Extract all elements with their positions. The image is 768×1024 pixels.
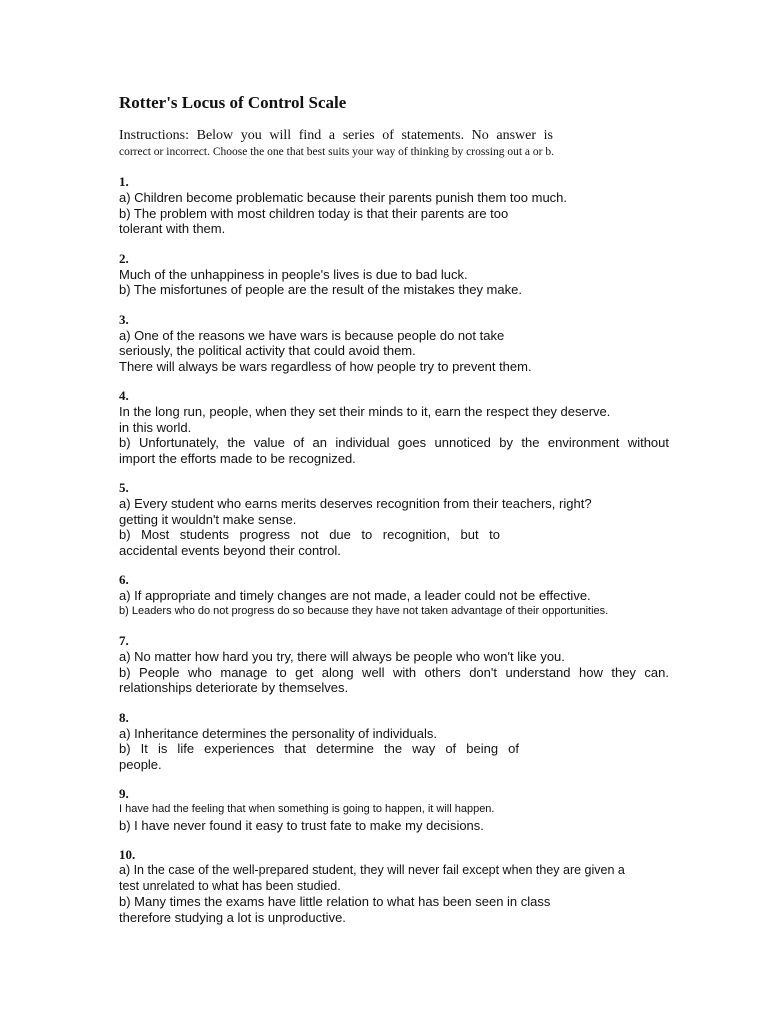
question-8 xyxy=(119,710,669,773)
question-line: seriously, the political activity that could avoid them. xyxy=(119,343,416,358)
question-line: b) I have never found it easy to trust fate to make my decisions. xyxy=(119,817,484,833)
question-number: 8. xyxy=(119,709,129,725)
question-number: 7. xyxy=(119,633,129,648)
question-line: test unrelated to what has been studied. xyxy=(119,878,341,893)
question-line: relationships deteriorate by themselves. xyxy=(119,680,349,695)
question-line: Much of the unhappiness in people's lives is due to bad luck. xyxy=(119,266,468,282)
instructions-line-1: Instructions: Below you will find a series of statements. No answer is xyxy=(119,128,553,143)
question-number: 9. xyxy=(119,786,129,801)
question-line: a) In the case of the well-prepared student, they will never fail except when they are given a xyxy=(119,863,625,877)
document-page xyxy=(119,92,669,939)
question-2 xyxy=(119,251,669,298)
question-line: a) If appropriate and timely changes are not made, a leader could not be effective. xyxy=(119,588,591,603)
question-line: a) No matter how hard you try, there will always be people who won't like you. xyxy=(119,649,565,664)
question-4 xyxy=(119,388,669,466)
question-6 xyxy=(119,572,669,619)
question-line: b) Leaders who do not progress do so because they have not taken advantage of their opportunities. xyxy=(119,604,609,617)
question-9 xyxy=(119,786,669,833)
question-1 xyxy=(119,174,669,237)
question-line: getting it wouldn't make sense. xyxy=(119,511,297,527)
question-line: b) The misfortunes of people are the result of the mistakes they make. xyxy=(119,282,522,297)
question-line: b) Many times the exams have little relation to what has been seen in class xyxy=(119,894,551,909)
question-line: b) It is life experiences that determine the way of being of xyxy=(119,741,519,756)
question-line: There will always be wars regardless of how people try to prevent them. xyxy=(119,358,532,374)
question-line: b) People who manage to get along well with others don't understand how they can. xyxy=(119,664,669,680)
question-number: 3. xyxy=(119,311,129,327)
question-number: 5. xyxy=(119,480,129,495)
question-line: accidental events beyond their control. xyxy=(119,542,341,558)
question-line: a) Inheritance determines the personality of individuals. xyxy=(119,725,437,741)
question-line: b) Unfortunately, the value of an individual goes unnoticed by the environment without xyxy=(119,435,669,450)
question-7 xyxy=(119,633,669,696)
instructions xyxy=(119,128,669,160)
question-line: In the long run, people, when they set their minds to it, earn the respect they deserve. xyxy=(119,404,611,419)
question-line: therefore studying a lot is unproductive. xyxy=(119,909,346,925)
question-line: a) Children become problematic because their parents punish them too much. xyxy=(119,190,568,205)
question-line: b) Most students progress not due to recognition, but to xyxy=(119,527,500,542)
question-line: I have had the feeling that when something is going to happen, it will happen. xyxy=(119,803,495,815)
question-number: 1. xyxy=(119,174,129,189)
question-3 xyxy=(119,312,669,375)
question-line: a) Every student who earns merits deserves recognition from their teachers, right? xyxy=(119,496,592,511)
question-line: in this world. xyxy=(119,419,192,435)
question-5 xyxy=(119,480,669,558)
document-title: Rotter's Locus of Control Scale xyxy=(119,93,347,112)
question-number: 6. xyxy=(119,572,129,587)
question-line: people. xyxy=(119,756,162,772)
question-line: a) One of the reasons we have wars is because people do not take xyxy=(119,327,505,343)
question-number: 4. xyxy=(119,388,129,403)
question-line: tolerant with them. xyxy=(119,221,226,236)
question-line: b) The problem with most children today is that their parents are too xyxy=(119,205,509,221)
question-line: import the efforts made to be recognized. xyxy=(119,450,356,466)
instructions-line-2: correct or incorrect. Choose the one that best suits your way of thinking by crossing out a or b. xyxy=(119,146,554,158)
question-10 xyxy=(119,847,669,925)
question-number: 10. xyxy=(119,847,136,862)
question-number: 2. xyxy=(119,250,129,266)
